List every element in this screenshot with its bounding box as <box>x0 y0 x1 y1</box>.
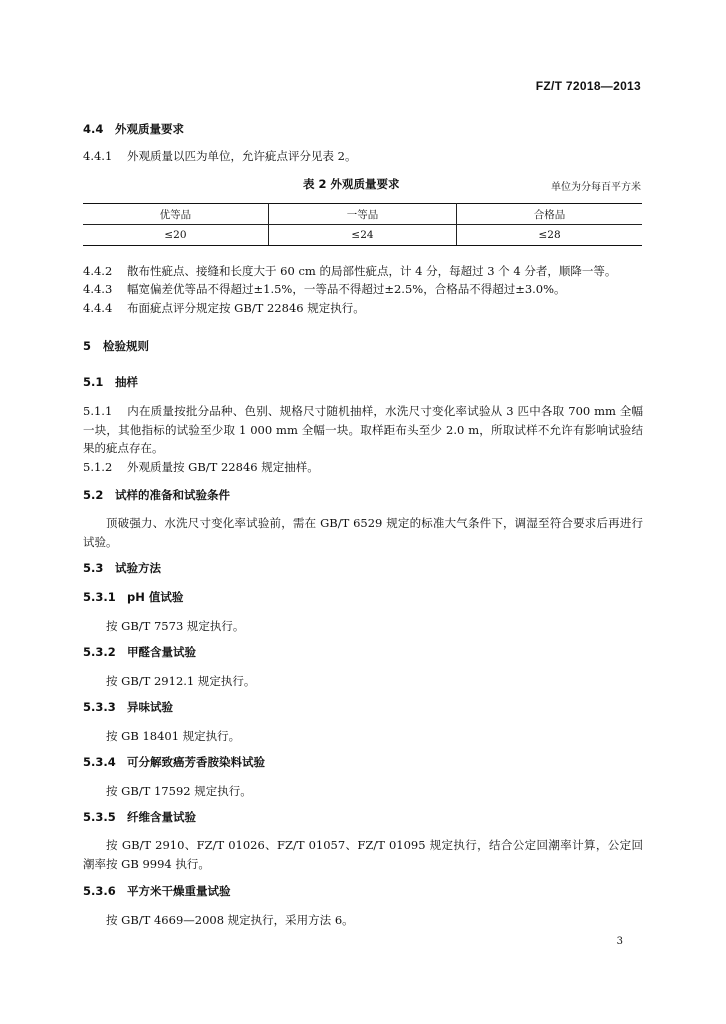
clause-4-4-1 <box>83 147 356 165</box>
table-header-cell: 合格品 <box>457 204 642 225</box>
section-5-3-1-heading <box>83 589 183 605</box>
section-5-3-5-heading <box>83 809 196 825</box>
section-number: 5.3.4 <box>83 755 116 769</box>
table-header-row <box>83 204 642 225</box>
clause-5-1-2 <box>83 458 319 476</box>
clause-text: 布面疵点评分规定按 GB/T 22846 规定执行。 <box>127 301 365 315</box>
clause-text: 外观质量以匹为单位，允许疵点评分见表 2。 <box>127 149 357 163</box>
quality-table <box>83 203 642 246</box>
clause-text: 散布性疵点、接缝和长度大于 60 cm 的局部性疵点，计 4 分，每超过 3 个 4 分者，顺降一等。 <box>127 264 617 278</box>
section-title: 可分解致癌芳香胺染料试验 <box>127 755 265 769</box>
section-5-3-3-heading <box>83 699 173 715</box>
section-4-4-heading <box>83 121 184 137</box>
section-title: pH 值试验 <box>127 590 184 604</box>
clause-5-3-1-text: 按 GB/T 7573 规定执行。 <box>106 619 245 633</box>
section-number: 5 <box>83 339 92 353</box>
section-title: 检验规则 <box>103 339 149 353</box>
section-number: 5.3.5 <box>83 810 116 824</box>
clause-number: 5.1.2 <box>83 460 113 474</box>
clause-text: 幅宽偏差优等品不得超过±1.5%，一等品不得超过±2.5%，合格品不得超过±3.0%。 <box>127 282 566 296</box>
clause-number: 4.4.2 <box>83 264 113 278</box>
section-title: 试样的准备和试验条件 <box>115 488 230 502</box>
clause-4-4-2 <box>83 262 616 280</box>
clause-5-3-5-text: 按 GB/T 2910、FZ/T 01026、FZ/T 01057、FZ/T 01095 规定执行，结合公定回潮率计算，公定回潮率按 GB 9994 执行。 <box>83 838 643 871</box>
section-number: 4.4 <box>83 122 104 136</box>
clause-number: 4.4.1 <box>83 149 113 163</box>
table-cell: ≤20 <box>83 225 268 246</box>
paragraph-5-2: 顶破强力、水洗尺寸变化率试验前，需在 GB/T 6529 规定的标准大气条件下，调湿至符合要求后再进行试验。 <box>83 516 643 549</box>
section-number: 5.3 <box>83 561 104 575</box>
page-number: 3 <box>616 936 623 947</box>
clause-text: 外观质量按 GB/T 22846 规定抽样。 <box>127 460 319 474</box>
table-cell: ≤28 <box>457 225 642 246</box>
table-header-cell: 优等品 <box>83 204 268 225</box>
section-title: 试验方法 <box>115 561 161 575</box>
clause-4-4-3 <box>83 280 566 298</box>
section-title: 纤维含量试验 <box>127 810 196 824</box>
section-number: 5.3.6 <box>83 884 116 898</box>
clause-number: 5.1.1 <box>83 404 113 418</box>
table-cell: ≤24 <box>268 225 456 246</box>
section-5-1-heading <box>83 374 138 390</box>
clause-number: 4.4.4 <box>83 301 113 315</box>
section-5-3-heading <box>83 560 161 576</box>
clause-4-4-4 <box>83 299 365 317</box>
standard-code-header: FZ/T 72018—2013 <box>535 79 641 93</box>
table-header-cell: 一等品 <box>268 204 456 225</box>
clause-5-3-3-text: 按 GB 18401 规定执行。 <box>106 729 241 743</box>
section-number: 5.2 <box>83 488 104 502</box>
section-number: 5.3.2 <box>83 645 116 659</box>
clause-number: 4.4.3 <box>83 282 113 296</box>
section-5-3-2-heading <box>83 644 196 660</box>
section-5-2-heading <box>83 487 230 503</box>
table-row <box>83 225 642 246</box>
clause-5-1-1 <box>83 402 643 458</box>
section-5-3-6-heading <box>83 883 231 899</box>
clause-5-3-4-text: 按 GB/T 17592 规定执行。 <box>106 784 252 798</box>
section-5-heading <box>83 338 149 354</box>
section-title: 外观质量要求 <box>115 122 184 136</box>
section-title: 甲醛含量试验 <box>127 645 196 659</box>
section-number: 5.3.3 <box>83 700 116 714</box>
clause-5-3-6-text: 按 GB/T 4669—2008 规定执行，采用方法 6。 <box>106 913 354 927</box>
section-title: 平方米干燥重量试验 <box>127 884 231 898</box>
table-unit-note: 单位为分每百平方米 <box>551 182 641 193</box>
section-number: 5.3.1 <box>83 590 116 604</box>
clause-text: 内在质量按批分品种、色别、规格尺寸随机抽样，水洗尺寸变化率试验从 3 匹中各取 700 mm 全幅一块，其他指标的试验至少取 1 000 mm 全幅一块。取样距布头至少 2.0 m，所取试样不允许有影响试验结果的疵点存在。 <box>83 404 643 455</box>
section-5-3-4-heading <box>83 754 265 770</box>
table-caption: 表 2 外观质量要求 <box>303 177 400 191</box>
clause-5-3-2-text: 按 GB/T 2912.1 规定执行。 <box>106 674 256 688</box>
section-title: 异味试验 <box>127 700 173 714</box>
section-number: 5.1 <box>83 375 104 389</box>
section-title: 抽样 <box>115 375 138 389</box>
